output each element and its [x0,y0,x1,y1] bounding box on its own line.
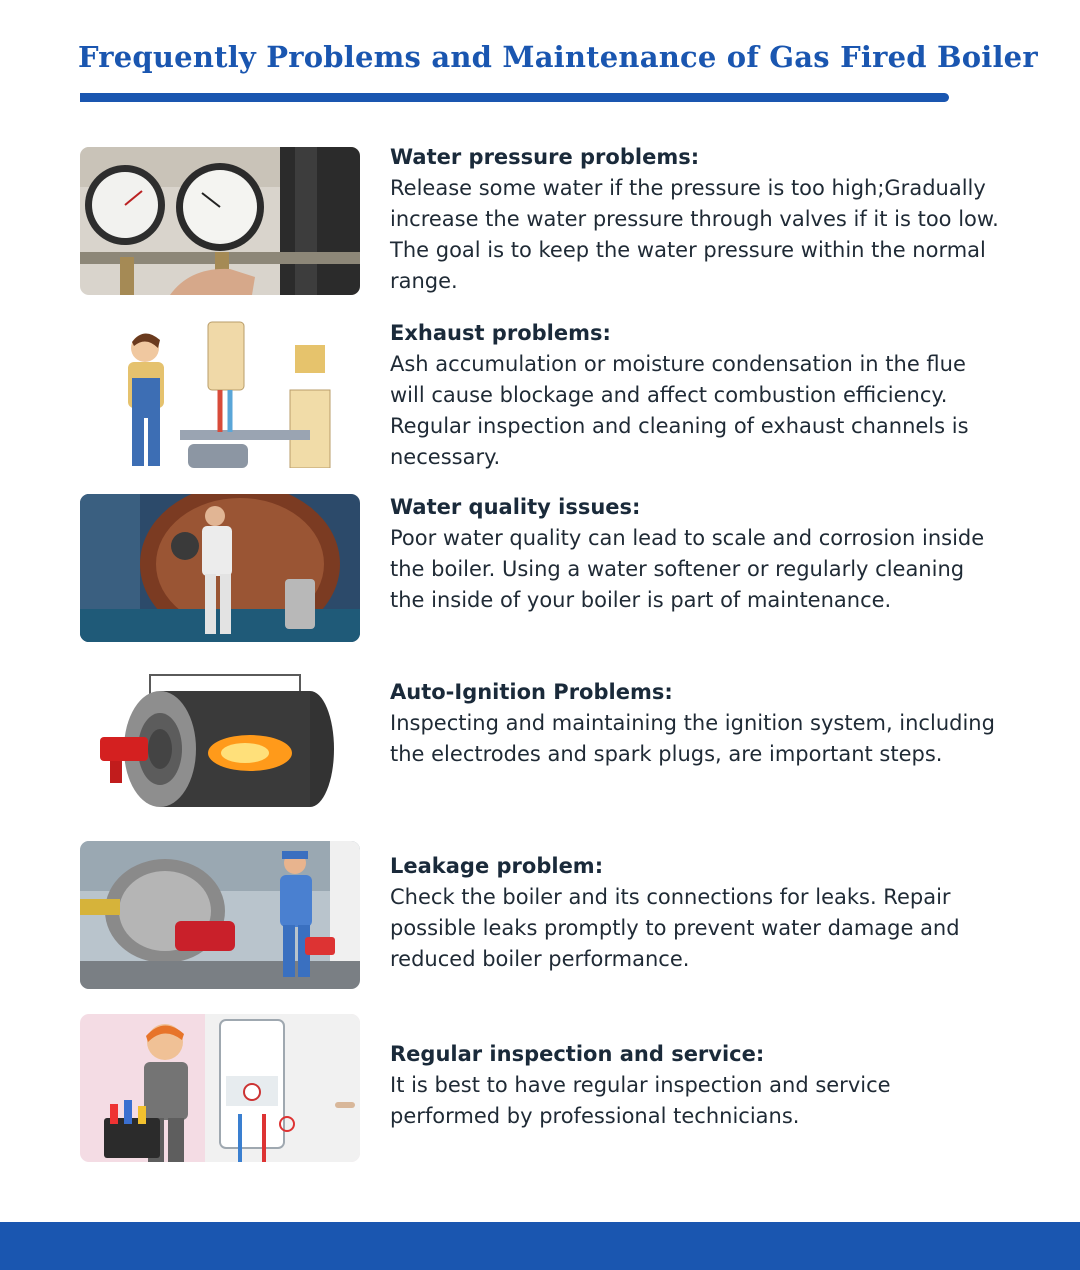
item-heading: Exhaust problems: [390,321,611,345]
item-regular-inspection [80,1014,1000,1164]
item-body: Release some water if the pressure is too high;Gradually increase the water pressure through valves if it is too low. The goal is to keep the water pressure within the normal range. [390,176,999,293]
technician-cleaning-boiler-photo [80,494,360,642]
item-heading: Water quality issues: [390,495,641,519]
item-heading: Regular inspection and service: [390,1042,765,1066]
item-water-quality [80,494,1000,644]
item-body: Ash accumulation or moisture condensation in the flue will cause blockage and affect combustion efficiency. Regular inspection and cleaning of exhaust channels is necessary. [390,352,969,469]
boiler-cutaway-flame-illustration [80,667,360,815]
item-auto-ignition [80,667,1000,817]
title-underline [80,93,949,102]
technician-with-toolbox-illustration [80,1014,360,1162]
item-body: It is best to have regular inspection and service performed by professional technicians. [390,1073,891,1128]
item-body: Check the boiler and its connections for leaks. Repair possible leaks promptly to prevent water damage and reduced boiler performance. [390,885,960,971]
item-exhaust [80,320,1000,470]
item-heading: Auto-Ignition Problems: [390,680,673,704]
pressure-gauges-photo [80,147,360,295]
footer-band [0,1222,1080,1270]
plumber-with-boiler-illustration [80,320,360,468]
page-title: Frequently Problems and Maintenance of Gas Fired Boiler [78,40,1038,74]
item-body: Inspecting and maintaining the ignition system, including the electrodes and spark plugs, are important steps. [390,711,995,766]
item-heading: Leakage problem: [390,854,604,878]
technician-at-industrial-boiler-illustration [80,841,360,989]
item-water-pressure [80,147,1000,297]
item-body: Poor water quality can lead to scale and corrosion inside the boiler. Using a water softener or regularly cleaning the inside of your boiler is part of maintenance. [390,526,985,612]
item-leakage [80,841,1000,991]
item-heading: Water pressure problems: [390,145,700,169]
